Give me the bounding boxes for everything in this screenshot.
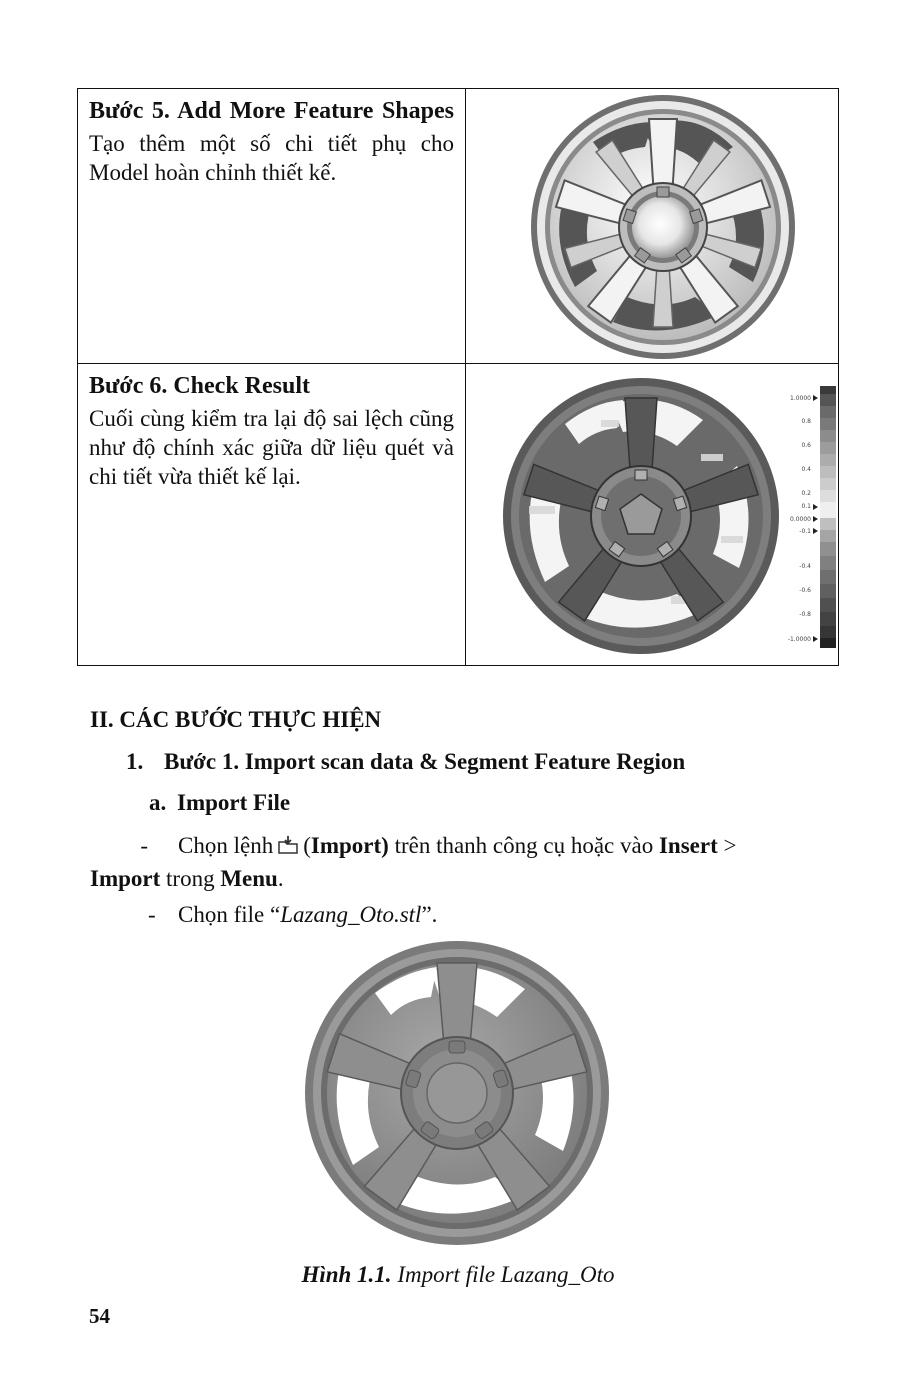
subsection-letter: a.: [149, 790, 167, 815]
subsection-number: 1.: [126, 749, 144, 774]
list-dash: -: [140, 833, 148, 858]
text-run: Chọn file “: [178, 902, 281, 927]
step6-image-cell: [466, 364, 839, 666]
text-run: (: [303, 833, 311, 858]
list-dash: -: [148, 902, 156, 927]
subsection-title: Bước 1. Import scan data & Segment Feature Region: [164, 749, 686, 774]
text-run: ”.: [421, 902, 438, 927]
figure-caption-text: Import file Lazang_Oto: [391, 1262, 615, 1287]
scale-label: 0.6: [801, 442, 811, 450]
step5-title: Bước 5. Add More Feature Shapes: [89, 98, 454, 124]
step6-text-cell: [78, 364, 466, 666]
menu-bold: Menu: [220, 866, 278, 891]
scale-label: 0.1: [801, 503, 811, 511]
scale-label: 1.0000: [790, 395, 811, 403]
section-heading: II. CÁC BƯỚC THỰC HIỆN: [90, 707, 382, 732]
step6-description: Cuối cùng kiểm tra lại độ sai lệch cũng như độ chính xác giữa dữ liệu quét và chi tiết vừa thiết kế lại.: [89, 406, 454, 490]
figure-caption: [0, 1262, 916, 1288]
scale-label: -0.1: [799, 528, 811, 536]
subsection-heading-1: [126, 749, 685, 775]
text-run: trên thanh công cụ hoặc vào: [388, 833, 659, 858]
scale-label: -0.4: [799, 563, 811, 571]
scale-label: -0.8: [799, 611, 811, 619]
step5-description: Tạo thêm một số chi tiết phụ cho Model hoàn chỉnh thiết kế.: [89, 131, 454, 185]
step6-title: Bước 6. Check Result: [89, 373, 311, 400]
page-number: 54: [89, 1304, 110, 1328]
table-row-step5: [78, 89, 839, 364]
scale-label: 0.8: [801, 418, 811, 426]
paragraph-choose-file: [148, 902, 437, 928]
scale-label: 0.4: [801, 466, 811, 474]
wheel-scan-image: [302, 938, 612, 1248]
subsection-heading-a: [149, 790, 290, 816]
text-run: >: [717, 833, 737, 858]
import-icon: [277, 832, 299, 863]
step5-text-cell: [78, 89, 466, 364]
subsection-a-title: Import File: [177, 790, 291, 815]
step5-wheel-image: [466, 89, 861, 364]
figure-label: Hình 1.1.: [301, 1262, 392, 1287]
steps-table: [77, 88, 839, 666]
import-bold: Import): [310, 833, 389, 858]
scale-label: -0.6: [799, 587, 811, 595]
figure-wheel-scan: [302, 938, 612, 1253]
table-row-step6: [78, 364, 839, 666]
scale-label: 0.0000: [790, 516, 811, 524]
text-run: .: [277, 866, 284, 891]
text-run: Chọn lệnh: [178, 833, 274, 858]
paragraph-import-command: [90, 830, 828, 894]
import-menu-bold: Import: [90, 866, 161, 891]
scale-label: -1.0000: [787, 636, 811, 644]
file-name: Lazang_Oto.stl: [280, 902, 422, 927]
scale-label: 0.2: [801, 490, 811, 498]
deviation-scale-bar: [820, 386, 836, 648]
step5-image-cell: [466, 89, 839, 364]
step6-deviation-image: [466, 364, 861, 665]
text-run: trong: [160, 866, 221, 891]
insert-bold: Insert: [658, 833, 718, 858]
